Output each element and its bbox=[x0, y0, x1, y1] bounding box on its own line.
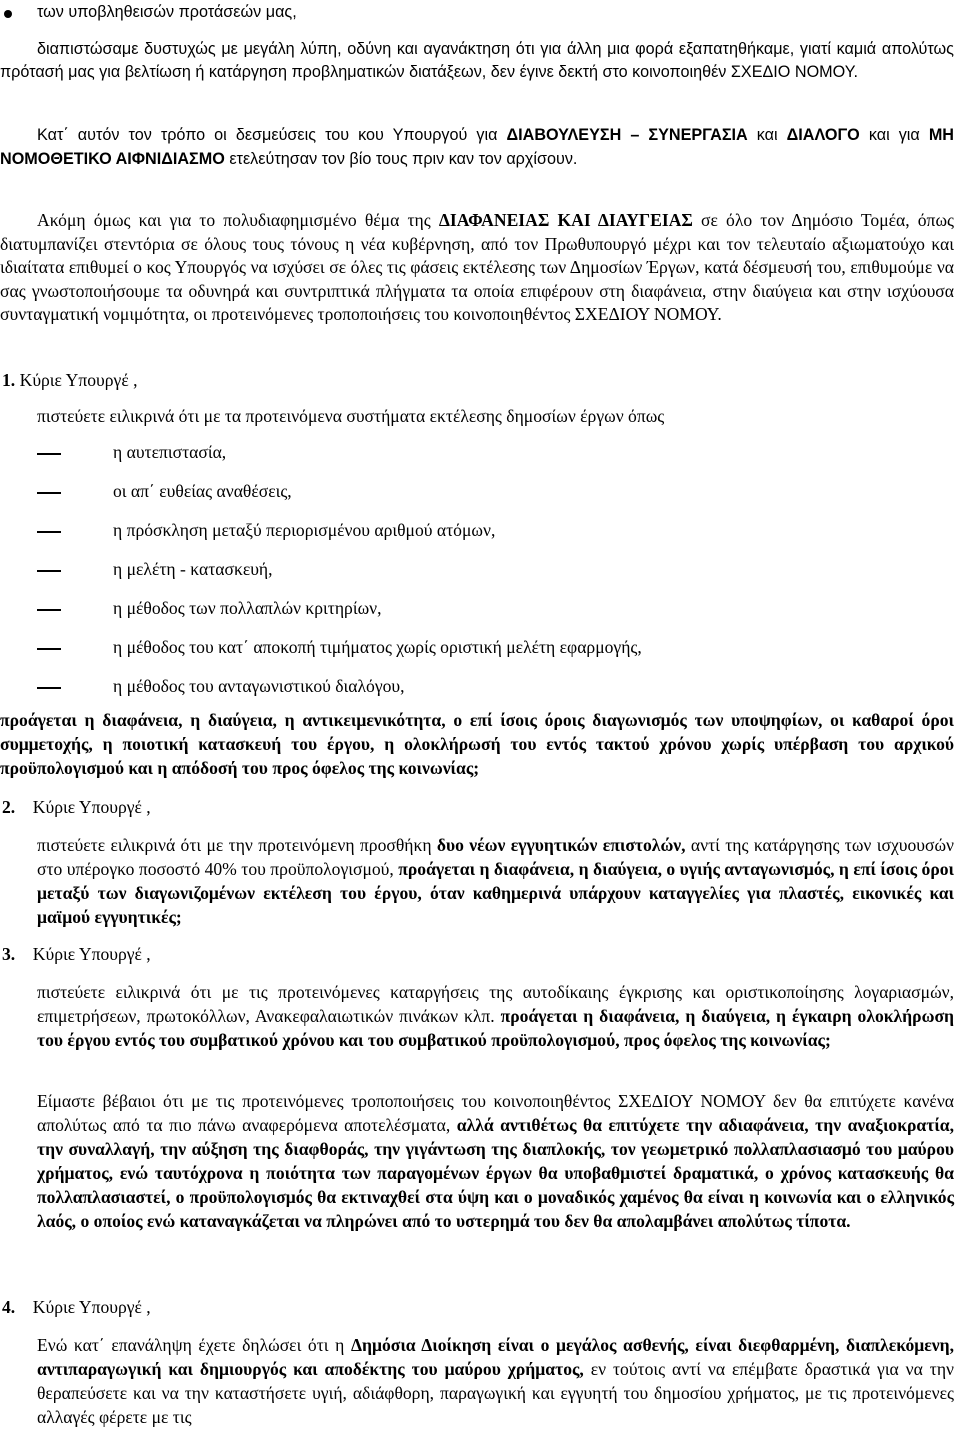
bold-run: δυο νέων εγγυητικών επιστολών, bbox=[436, 835, 686, 855]
paragraph-1-text: διαπιστώσαμε δυστυχώς με μεγάλη λύπη, οδύνη και αγανάκτηση ότι για άλλη μια φορά εξαπατηθήκαμε, γιατί καμιά απολύτως πρότασή μας για βελτίωση ή κατάργηση προβληματικών διατάξεων, δεν έγινε δεκτή στο κοινοποιηθέν ΣΧΕΔΙΟ ΝΟΜΟΥ. bbox=[0, 40, 954, 81]
section-1-conclusion bbox=[0, 708, 954, 780]
bold-run: Δημόσια Διοίκηση είναι ο μεγάλος ασθενής, είναι διεφθαρμένη, διαπλεκόμενη, αντιπαραγωγική και δημιουργός και αποδέκτης του μαύρου χρήματος, bbox=[37, 1335, 954, 1379]
text-run: ετελεύτησαν τον βίο τους πριν καν τον αρχίσουν. bbox=[224, 149, 578, 168]
section-heading-text: Κύριε Υπουργέ , bbox=[32, 1297, 151, 1317]
section-3-body-2 bbox=[37, 1089, 954, 1233]
text-run: Είμαστε βέβαιοι ότι με τις προτεινόμενες τροποποιήσεις του κοινοποιηθέντος ΣΧΕΔΙΟΥ ΝΟΜΟΥ δεν θα επιτύχετε κανένα απολύτως από τα πιο πάνω αναφερόμενα αποτελέσματα, bbox=[37, 1091, 954, 1135]
list-item bbox=[0, 559, 960, 583]
bullet-icon bbox=[4, 10, 12, 18]
section-2-heading bbox=[2, 797, 151, 818]
list-item-text: η αυτεπιστασία, bbox=[113, 442, 227, 462]
section-number: 2. bbox=[2, 797, 16, 817]
paragraph-2 bbox=[0, 124, 954, 171]
text-run: και για bbox=[859, 126, 929, 144]
dash-icon bbox=[37, 570, 61, 572]
section-heading-text: Κύριε Υπουργέ , bbox=[32, 797, 151, 817]
dash-icon bbox=[37, 609, 61, 611]
list-item bbox=[0, 481, 960, 505]
list-item-text: η πρόσκληση μεταξύ περιορισμένου αριθμού ατόμων, bbox=[113, 520, 496, 540]
section-1-heading bbox=[2, 370, 138, 391]
section-1-conclusion-text: προάγεται η διαφάνεια, η διαύγεια, η αντικειμενικότητα, ο επί ίσοις όροις διαγωνισμός των υποψηφίων, οι καθαροί όροι συμμετοχής, η ποιοτική κατασκευή του έργου, η ολοκλήρωσή του εντός τακτού χρόνου χωρίς υπέρβαση του αρχικού προϋπολογισμού και η απόδοσή του προς όφελος της κοινωνίας; bbox=[0, 710, 954, 778]
section-3-body bbox=[37, 980, 954, 1052]
list-item bbox=[0, 520, 960, 544]
list-item bbox=[0, 637, 960, 661]
bold-run: προάγεται η διαφάνεια, η διαύγεια, ο υγιής ανταγωνισμός, η επί ίσοις όροι μεταξύ των διαγωνιζομένων εκτέλεση του έργου, όταν καθημερινά υπάρχουν καταγγελίες για πλαστές, εικονικές και μαϊμού εγγυητικές; bbox=[37, 859, 954, 927]
list-item-text: οι απ΄ ευθείας αναθέσεις, bbox=[113, 481, 292, 501]
dash-icon bbox=[37, 687, 61, 689]
section-3-text bbox=[37, 980, 954, 1052]
bold-run: αλλά αντιθέτως θα επιτύχετε την αδιαφάνεια, την αναξιοκρατία, την συναλλαγή, την αύξηση της διαφθοράς, την γιγάντωση της διαπλοκής, τον γεωμετρικό πολλαπλασιασμό του μαύρου χρήματος, ενώ ταυτόχρονα η ποιότητα των παραγομένων έργων θα υποβαθμιστεί δραματικά, ο χρόνος κατασκευής θα πολλαπλασιαστεί, ο προϋπολογισμός θα εκτιναχθεί στα ύψη και ο μοναδικός χαμένος θα είναι η κοινωνία και ο ελληνικός λαός, ο οποίος ενώ καταναγκάζεται να πληρώνει από το υστερημά του δεν θα απολαμβάνει απολύτως τίποτα. bbox=[37, 1115, 954, 1231]
bold-run: ΔΙΑΛΟΓΟ bbox=[786, 126, 860, 144]
dash-icon bbox=[37, 648, 61, 650]
bold-run: ΔΙΑΒΟΥΛΕΥΣΗ – ΣΥΝΕΡΓΑΣΙΑ bbox=[506, 126, 748, 144]
bold-run: ΔΙΑΦΑΝΕΙΑΣ ΚΑΙ ΔΙΑΥΓΕΙΑΣ bbox=[438, 210, 693, 230]
section-heading-text: Κύριε Υπουργέ , bbox=[19, 370, 138, 390]
bullet-text: των υποβληθεισών προτάσεών μας, bbox=[37, 3, 297, 21]
paragraph-1 bbox=[0, 38, 954, 84]
section-2-body bbox=[37, 833, 954, 929]
dash-icon bbox=[37, 453, 61, 455]
section-4-text bbox=[37, 1333, 954, 1429]
text-run: εν τούτοις αντί να επέμβατε δραστικά για να την θεραπεύσετε και να την καταστήσετε υγιή, αδιάφθορη, παραγωγική και εγγυητή του δημοσίου χρήματος, με τις προτεινόμενες αλλαγές φέρετε με τις bbox=[37, 1359, 954, 1427]
text-run: πιστεύετε ειλικρινά ότι με τις προτεινόμενες καταργήσεις της αυτοδίκαιης έγκρισης και οριστικοποίησης λογαριασμών, επιμετρήσεων, πρωτοκόλλων, Ανακεφαλαιωτικών πινάκων κλπ. bbox=[37, 982, 954, 1026]
section-2-text bbox=[37, 833, 954, 929]
text-run: πιστεύετε ειλικρινά ότι με την προτεινόμενη προσθήκη bbox=[37, 835, 437, 855]
section-heading-text: Κύριε Υπουργέ , bbox=[32, 944, 151, 964]
section-number: 4. bbox=[2, 1297, 16, 1317]
text-run: Κατ΄ αυτόν τον τρόπο οι δεσμεύσεις του κου Υπουργού για bbox=[37, 126, 507, 144]
dash-icon bbox=[37, 492, 61, 494]
paragraph-3 bbox=[0, 209, 954, 327]
bold-run: προάγεται η διαφάνεια, η διαύγεια, η έγκαιρη ολοκλήρωση του έργου εντός του συμβατικού χρόνου και του συμβατικού προϋπολογισμού, προς όφελος της κοινωνίας; bbox=[37, 1006, 955, 1050]
text-run: αντί της κατάργησης των ισχυουσών στο υπέρογκο ποσοστό 40% του προϋπολογισμού, bbox=[37, 835, 954, 879]
paragraph-2-text bbox=[0, 124, 954, 171]
text-run: σε όλο τον Δημόσιο Τομέα, όπως διατυμπανίζει στεντόρια σε όλους τους τόνους η νέα κυβέρνηση, από τον Πρωθυπουργό μέχρι και τον τελευταίο αξιωματούχο και ιδιαίτατα επιθυμεί ο κος Υπουργός να ισχύσει σε όλες τις φάσεις εκτέλεσης των Δημοσίων Έργων, κατά δέσμευσή του, επιθυμούμε να σας γνωστοποιήσουμε τα οδυνηρά και συντριπτικά πλήγματα τα οποία επιφέρουν στη διαφάνεια, στην διαύγεια και στην ισχύουσα συνταγματική νομιμότητα, οι προτεινόμενες τροποποιήσεις του κοινοποιηθέντος ΣΧΕΔΙΟΥ ΝΟΜΟΥ. bbox=[0, 210, 954, 325]
section-number: 1. bbox=[2, 370, 16, 390]
text-run: και bbox=[747, 126, 787, 144]
list-item-text: η μέθοδος του κατ΄ αποκοπή τιμήματος χωρίς οριστική μελέτη εφαρμογής, bbox=[113, 637, 642, 657]
list-item bbox=[0, 676, 960, 700]
list-item bbox=[0, 598, 960, 622]
list-item-text: η μέθοδος του ανταγωνιστικού διαλόγου, bbox=[113, 676, 405, 696]
text-run: Ενώ κατ΄ επανάληψη έχετε δηλώσει ότι η bbox=[37, 1335, 351, 1355]
section-3-text-2 bbox=[37, 1089, 954, 1233]
list-item-text: η μελέτη - κατασκευή, bbox=[113, 559, 273, 579]
section-3-heading bbox=[2, 944, 151, 965]
list-item bbox=[0, 442, 960, 466]
paragraph-3-text bbox=[0, 209, 954, 327]
bold-run: ΜΗ ΝΟΜΟΘΕΤΙΚΟ ΑΙΦΝΙΔΙΑΣΜΟ bbox=[0, 126, 954, 168]
section-number: 3. bbox=[2, 944, 16, 964]
bullet-item bbox=[0, 2, 960, 26]
section-1-intro: πιστεύετε ειλικρινά ότι με τα προτεινόμενα συστήματα εκτέλεσης δημοσίων έργων όπως bbox=[37, 406, 665, 426]
text-run: Ακόμη όμως και για το πολυδιαφημισμένο θέμα της bbox=[37, 210, 439, 230]
section-4-heading bbox=[2, 1297, 151, 1318]
list-item-text: η μέθοδος των πολλαπλών κριτηρίων, bbox=[113, 598, 382, 618]
section-4-body bbox=[37, 1333, 954, 1430]
dash-icon bbox=[37, 531, 61, 533]
